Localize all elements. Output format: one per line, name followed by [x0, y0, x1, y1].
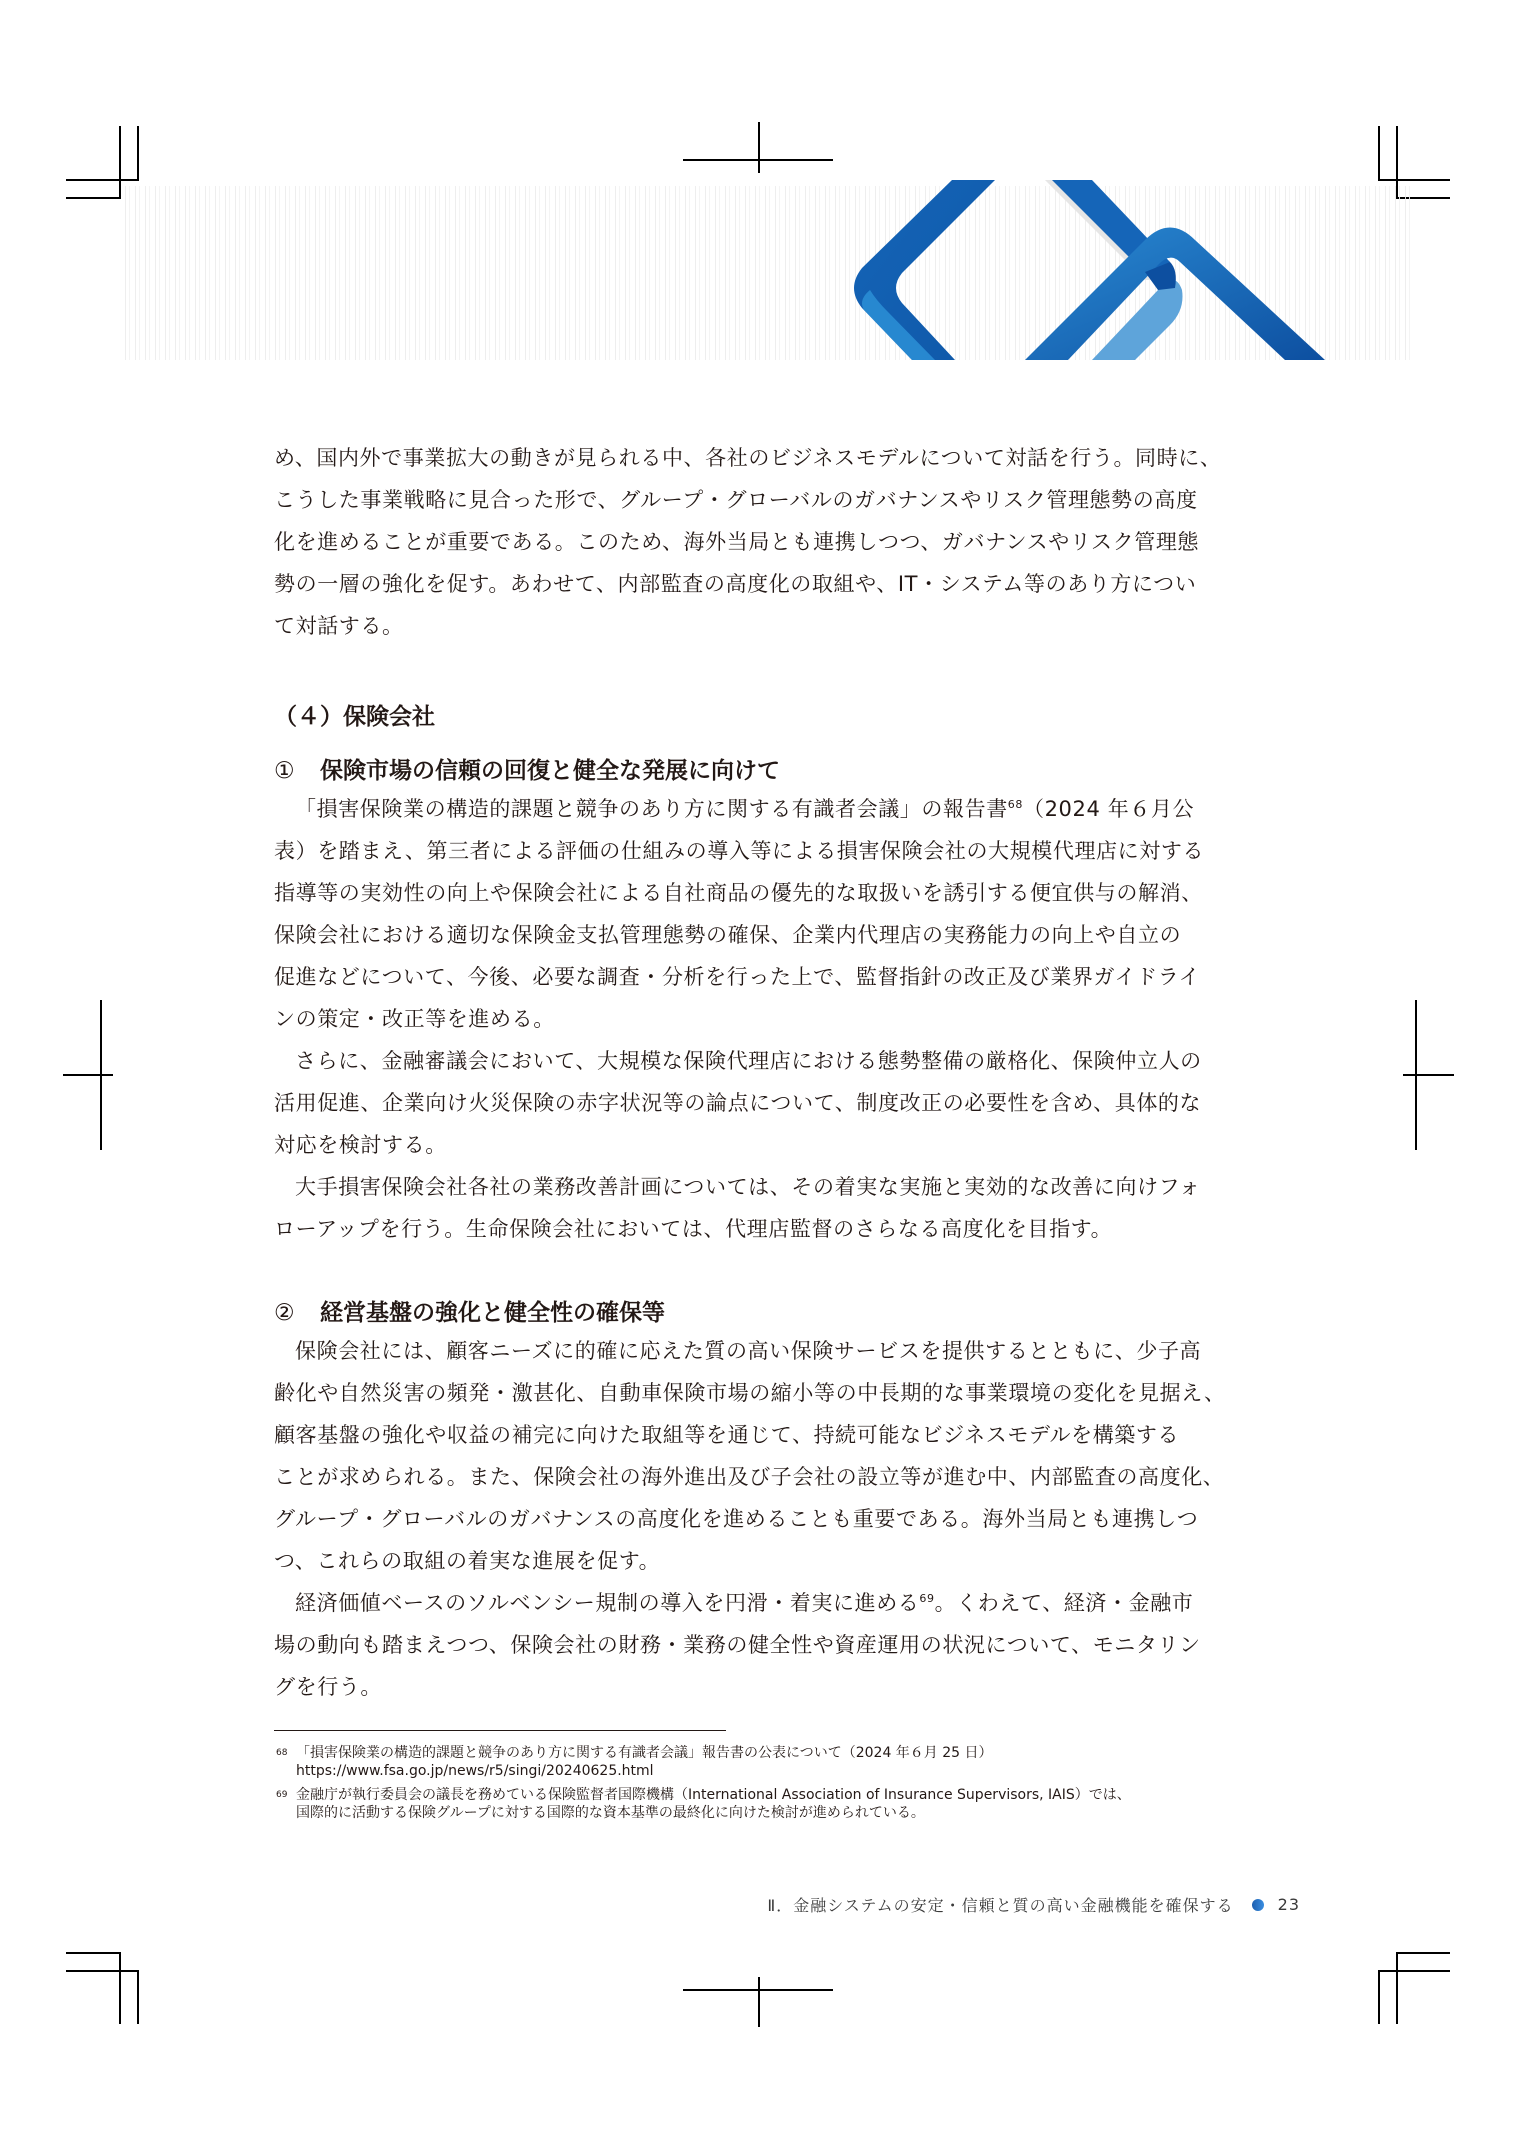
footnote-ref[interactable]: 68: [1007, 798, 1023, 811]
text-line: 勢の一層の強化を促す。あわせて、内部監査の高度化の取組や、IT・システム等のあり方につい: [274, 572, 1197, 596]
text-line: ローアップを行う。生命保険会社においては、代理店監督のさらなる高度化を目指す。: [274, 1217, 1113, 1241]
text-line: [274, 1582, 1246, 1624]
text-line: 顧客基盤の強化や収益の補完に向けた取組等を通じて、持続可能なビジネスモデルを構築する: [274, 1423, 1180, 1447]
text-line: め、国内外で事業拡大の動きが見られる中、各社のビジネスモデルについて対話を行う。同時に、: [274, 446, 1222, 470]
text-line: 指導等の実効性の向上や保険会社による自社商品の優先的な取扱いを誘引する便宜供与の解消、: [274, 881, 1203, 905]
text-line: 保険会社には、顧客ニーズに的確に応えた質の高い保険サービスを提供するとともに、少子高: [295, 1339, 1202, 1363]
text-line: て対話する。: [274, 614, 404, 638]
text-line: 大手損害保険会社各社の業務改善計画については、その着実な実施と実効的な改善に向けフォ: [295, 1175, 1201, 1199]
text-line: 対応を検討する。: [274, 1133, 447, 1157]
text-line: [274, 788, 1246, 830]
footnote-url-link[interactable]: https://www.fsa.go.jp/news/r5/singi/20240625.html: [296, 1763, 654, 1779]
page-number: 23: [1277, 1895, 1300, 1914]
text-line: 場の動向も踏まえつつ、保険会社の財務・業務の健全性や資産運用の状況について、モニタリン: [274, 1633, 1201, 1657]
text-line: つ、これらの取組の着実な進展を促す。: [274, 1549, 661, 1573]
footnote-text: 金融庁が執行委員会の議長を務めている保険監督者国際機構（International Association of Insurance Supervisors, IAIS）では、: [296, 1787, 1131, 1803]
text-line: 齢化や自然災害の頻発・激甚化、自動車保険市場の縮小等の中長期的な事業環境の変化を見据え、: [274, 1381, 1226, 1405]
footnote-text-continued: 国際的に活動する保険グループに対する国際的な資本基準の最終化に向けた検討が進められている。: [296, 1805, 925, 1821]
text-line: 化を進めることが重要である。このため、海外当局とも連携しつつ、ガバナンスやリスク管理態: [274, 530, 1200, 554]
text-line: グを行う。: [274, 1675, 382, 1699]
text-span: 「損害保険業の構造的課題と競争のあり方に関する有識者会議」の報告書: [295, 797, 1008, 821]
bullet-dot-icon: [1252, 1899, 1264, 1911]
page-footer: [760, 1893, 1300, 1916]
section-heading: （４）保険会社: [274, 704, 435, 730]
ribbon-icon: [840, 170, 1360, 360]
footnote-number: 68: [276, 1748, 288, 1758]
text-line: さらに、金融審議会において、大規模な保険代理店における態勢整備の厳格化、保険仲立人の: [295, 1049, 1202, 1073]
text-span: （2024 年６月公: [1023, 797, 1195, 821]
subsection-number: ①: [274, 758, 295, 784]
text-span: 経済価値ベースのソルベンシー規制の導入を円滑・着実に進める: [295, 1591, 920, 1615]
header-ribbon-graphic: [840, 170, 1360, 360]
text-line: 保険会社における適切な保険金支払管理態勢の確保、企業内代理店の実務能力の向上や自立の: [274, 923, 1182, 947]
subsection-heading-2: [274, 1298, 665, 1328]
text-line: 表）を踏まえ、第三者による評価の仕組みの導入等による損害保険会社の大規模代理店に対する: [274, 839, 1205, 863]
footnote-69: [276, 1786, 1256, 1822]
text-line: ことが求められる。また、保険会社の海外進出及び子会社の設立等が進む中、内部監査の高度化、: [274, 1465, 1225, 1489]
subsection-heading-1: [274, 756, 780, 786]
text-line: 活用促進、企業向け火災保険の赤字状況等の論点について、制度改正の必要性を含め、具体的な: [274, 1091, 1202, 1115]
subsection-title: 保険市場の信頼の回復と健全な発展に向けて: [320, 758, 780, 784]
text-line: 促進などについて、今後、必要な調査・分析を行った上で、監督指針の改正及び業界ガイドライ: [274, 965, 1201, 989]
chapter-title: Ⅱ．金融システムの安定・信頼と質の高い金融機能を確保する: [767, 1896, 1234, 1915]
footnote-68: [276, 1744, 1256, 1780]
footnote-divider: [274, 1730, 726, 1731]
text-line: こうした事業戦略に見合った形で、グループ・グローバルのガバナンスやリスク管理態勢の高度: [274, 488, 1198, 512]
subsection-title: 経営基盤の強化と健全性の確保等: [320, 1300, 665, 1326]
text-line: グループ・グローバルのガバナンスの高度化を進めることも重要である。海外当局とも連携しつ: [274, 1507, 1199, 1531]
footnote-ref[interactable]: 69: [919, 1592, 935, 1605]
footnote-number: 69: [276, 1790, 288, 1800]
footnote-text: 「損害保険業の構造的課題と競争のあり方に関する有識者会議」報告書の公表について（2024 年６月 25 日）: [296, 1745, 993, 1761]
subsection-number: ②: [274, 1300, 295, 1326]
text-span: 。くわえて、経済・金融市: [934, 1591, 1194, 1615]
text-line: ンの策定・改正等を進める。: [274, 1007, 555, 1031]
